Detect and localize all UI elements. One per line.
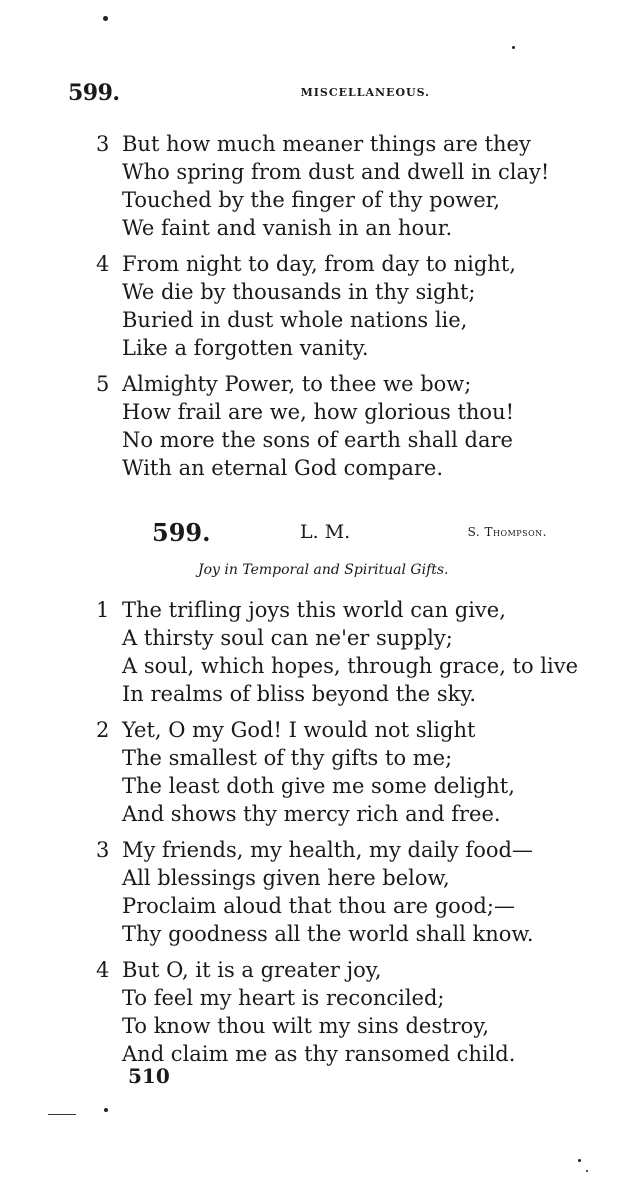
stanza-line: How frail are we, how glorious thou! — [122, 400, 515, 424]
stanza-line: Like a forgotten vanity. — [122, 336, 369, 360]
stanza-line: Thy goodness all the world shall know. — [122, 922, 534, 946]
stanza-line: And claim me as thy ransomed child. — [122, 1042, 516, 1066]
stanza-line: No more the sons of earth shall dare — [122, 428, 513, 452]
stanza-line: 4 From night to day, from day to night, — [96, 252, 516, 276]
stanza-line: The smallest of thy gifts to me; — [122, 746, 453, 770]
stanza-number: 4 — [96, 958, 110, 982]
stanza-line: 3 My friends, my health, my daily food— — [96, 838, 533, 862]
stanza-number: 3 — [96, 132, 110, 156]
stanza-line: Proclaim aloud that thou are good;— — [122, 894, 515, 918]
stanza-line: 1 The trifling joys this world can give, — [96, 598, 506, 622]
stanza-line: 3 But how much meaner things are they — [96, 132, 531, 156]
hymn-subtitle: Joy in Temporal and Spiritual Gifts. — [198, 562, 449, 578]
stanza-line: A thirsty soul can ne'er supply; — [122, 626, 453, 650]
stanza-number: 1 — [96, 598, 110, 622]
stanza-line: We faint and vanish in an hour. — [122, 216, 453, 240]
stanza-number: 4 — [96, 252, 110, 276]
ink-speck — [586, 1170, 588, 1172]
ink-speck — [104, 1108, 108, 1112]
signature-mark: 510 — [128, 1064, 170, 1088]
stanza-599-2 — [96, 716, 515, 828]
section-title: MISCELLANEOUS. — [300, 86, 430, 99]
stanza-598-3 — [96, 130, 549, 242]
stanza-line: To know thou wilt my sins destroy, — [122, 1014, 490, 1038]
stanza-line: All blessings given here below, — [122, 866, 450, 890]
stanza-598-4 — [96, 250, 516, 362]
stanza-line: Touched by the finger of thy power, — [122, 188, 501, 212]
stanza-line: Buried in dust whole nations lie, — [122, 308, 468, 332]
stanza-number: 5 — [96, 372, 110, 396]
stanza-line: In realms of bliss beyond the sky. — [122, 682, 477, 706]
stanza-line: To feel my heart is reconciled; — [122, 986, 445, 1010]
stanza-599-4 — [96, 956, 515, 1068]
ink-speck — [578, 1159, 581, 1162]
ink-speck — [103, 16, 108, 21]
stanza-line: A soul, which hopes, through grace, to live — [122, 654, 579, 678]
page-number: 599. — [68, 80, 120, 106]
stanza-599-1 — [96, 596, 578, 708]
stanza-599-3 — [96, 836, 534, 948]
stanza-line: 2 Yet, O my God! I would not slight — [96, 718, 476, 742]
stanza-line: The least doth give me some delight, — [122, 774, 515, 798]
stanza-line: Who spring from dust and dwell in clay! — [122, 160, 550, 184]
ink-speck — [512, 46, 515, 49]
hymn-author: S. Thompson. — [467, 525, 547, 539]
stanza-line: 4 But O, it is a greater joy, — [96, 958, 382, 982]
stanza-number: 2 — [96, 718, 110, 742]
hymn-meter: L. M. — [300, 521, 351, 543]
stanza-598-5 — [96, 370, 514, 482]
stanza-number: 3 — [96, 838, 110, 862]
stanza-line: And shows thy mercy rich and free. — [122, 802, 501, 826]
stanza-line: 5 Almighty Power, to thee we bow; — [96, 372, 472, 396]
hymn-heading — [152, 518, 547, 548]
hymn-number: 599. — [152, 518, 211, 547]
footer-rule — [48, 1114, 76, 1115]
running-head — [68, 80, 430, 110]
stanza-line: We die by thousands in thy sight; — [122, 280, 476, 304]
stanza-line: With an eternal God compare. — [122, 456, 444, 480]
